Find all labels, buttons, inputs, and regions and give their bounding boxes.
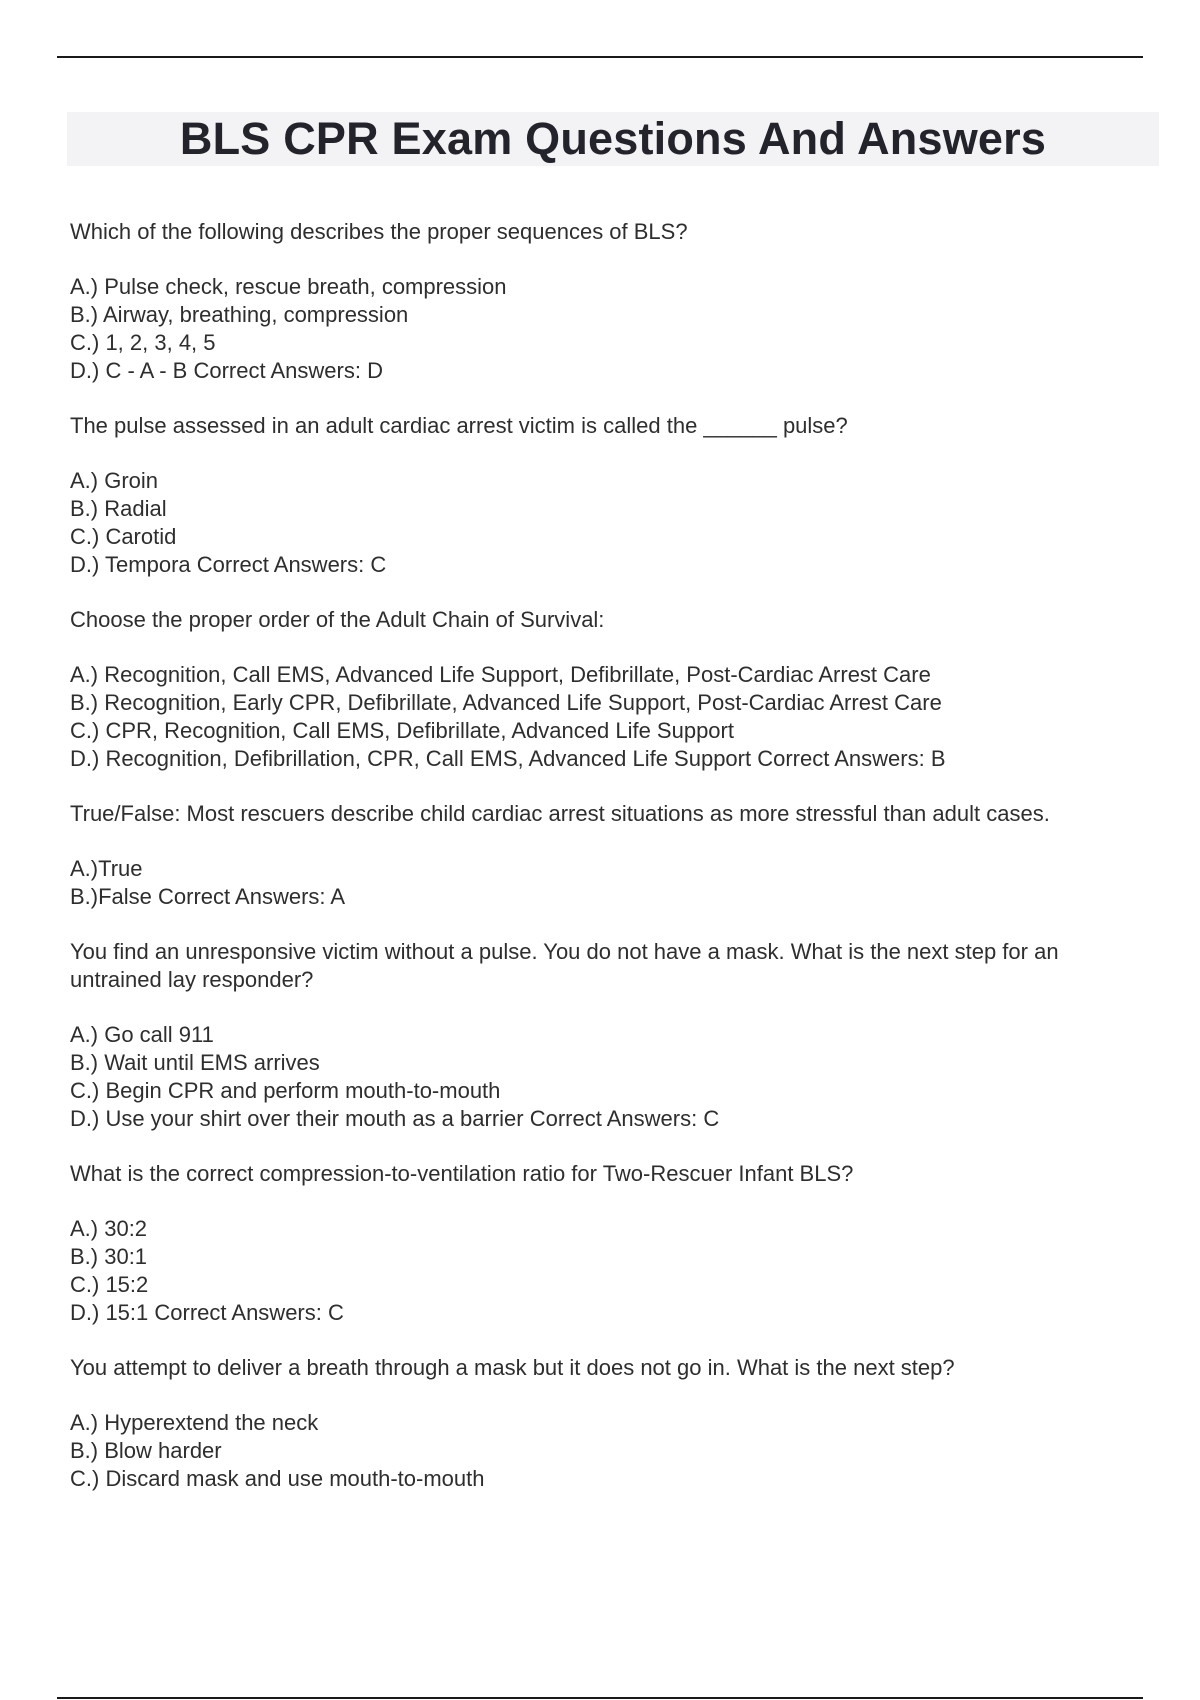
- option-list: [70, 1021, 1150, 1133]
- top-rule: [57, 56, 1143, 58]
- bottom-rule: [57, 1697, 1143, 1699]
- option-a: A.) Recognition, Call EMS, Advanced Life Support, Defibrillate, Post-Cardiac Arrest Care: [70, 662, 931, 687]
- option-d: D.) 15:1 Correct Answers: C: [70, 1300, 344, 1325]
- option-b: B.) Wait until EMS arrives: [70, 1050, 320, 1075]
- document-title: BLS CPR Exam Questions And Answers: [179, 113, 1047, 164]
- option-a: A.) 30:2: [70, 1216, 148, 1241]
- option-b: B.) Airway, breathing, compression: [70, 302, 409, 327]
- question-text: You attempt to deliver a breath through a mask but it does not go in. What is the next step?: [70, 1355, 955, 1380]
- question-3: [70, 606, 1150, 773]
- question-7: [70, 1354, 1150, 1493]
- option-c: C.) 1, 2, 3, 4, 5: [70, 330, 216, 355]
- option-d: D.) Recognition, Defibrillation, CPR, Call EMS, Advanced Life Support Correct Answers: B: [70, 746, 946, 771]
- option-a: A.) Go call 911: [70, 1022, 214, 1047]
- option-d: D.) Tempora Correct Answers: C: [70, 552, 387, 577]
- option-d: D.) Use your shirt over their mouth as a barrier Correct Answers: C: [70, 1106, 720, 1131]
- title-band: [67, 112, 1159, 166]
- question-text: The pulse assessed in an adult cardiac arrest victim is called the ______ pulse?: [70, 413, 848, 438]
- question-text: You find an unresponsive victim without a pulse. You do not have a mask. What is the next step for an untrained lay responder?: [70, 939, 1059, 992]
- question-text: What is the correct compression-to-ventilation ratio for Two-Rescuer Infant BLS?: [70, 1161, 854, 1186]
- question-4: [70, 800, 1150, 911]
- option-b: B.) Radial: [70, 496, 167, 521]
- question-2: [70, 412, 1150, 579]
- option-list: [70, 1215, 1150, 1327]
- option-b: B.) Blow harder: [70, 1438, 222, 1463]
- question-list: [70, 218, 1150, 1520]
- option-list: [70, 661, 1150, 773]
- option-list: [70, 467, 1150, 579]
- question-6: [70, 1160, 1150, 1327]
- option-list: [70, 1409, 1150, 1493]
- option-a: A.) Hyperextend the neck: [70, 1410, 319, 1435]
- option-list: [70, 273, 1150, 385]
- option-b: B.)False Correct Answers: A: [70, 884, 346, 909]
- option-b: B.) Recognition, Early CPR, Defibrillate, Advanced Life Support, Post-Cardiac Arrest Care: [70, 690, 942, 715]
- question-text: Which of the following describes the proper sequences of BLS?: [70, 219, 688, 244]
- option-c: C.) Begin CPR and perform mouth-to-mouth: [70, 1078, 501, 1103]
- option-a: A.) Pulse check, rescue breath, compression: [70, 274, 507, 299]
- option-c: C.) Carotid: [70, 524, 177, 549]
- question-1: [70, 218, 1150, 385]
- option-c: C.) 15:2: [70, 1272, 149, 1297]
- question-text: True/False: Most rescuers describe child cardiac arrest situations as more stressful than adult cases.: [70, 801, 1050, 826]
- option-b: B.) 30:1: [70, 1244, 148, 1269]
- option-a: A.)True: [70, 856, 143, 881]
- option-d: D.) C - A - B Correct Answers: D: [70, 358, 383, 383]
- option-a: A.) Groin: [70, 468, 159, 493]
- option-c: C.) CPR, Recognition, Call EMS, Defibrillate, Advanced Life Support: [70, 718, 734, 743]
- option-list: [70, 855, 1150, 911]
- question-5: [70, 938, 1150, 1133]
- option-c: C.) Discard mask and use mouth-to-mouth: [70, 1466, 485, 1491]
- question-text: Choose the proper order of the Adult Chain of Survival:: [70, 607, 605, 632]
